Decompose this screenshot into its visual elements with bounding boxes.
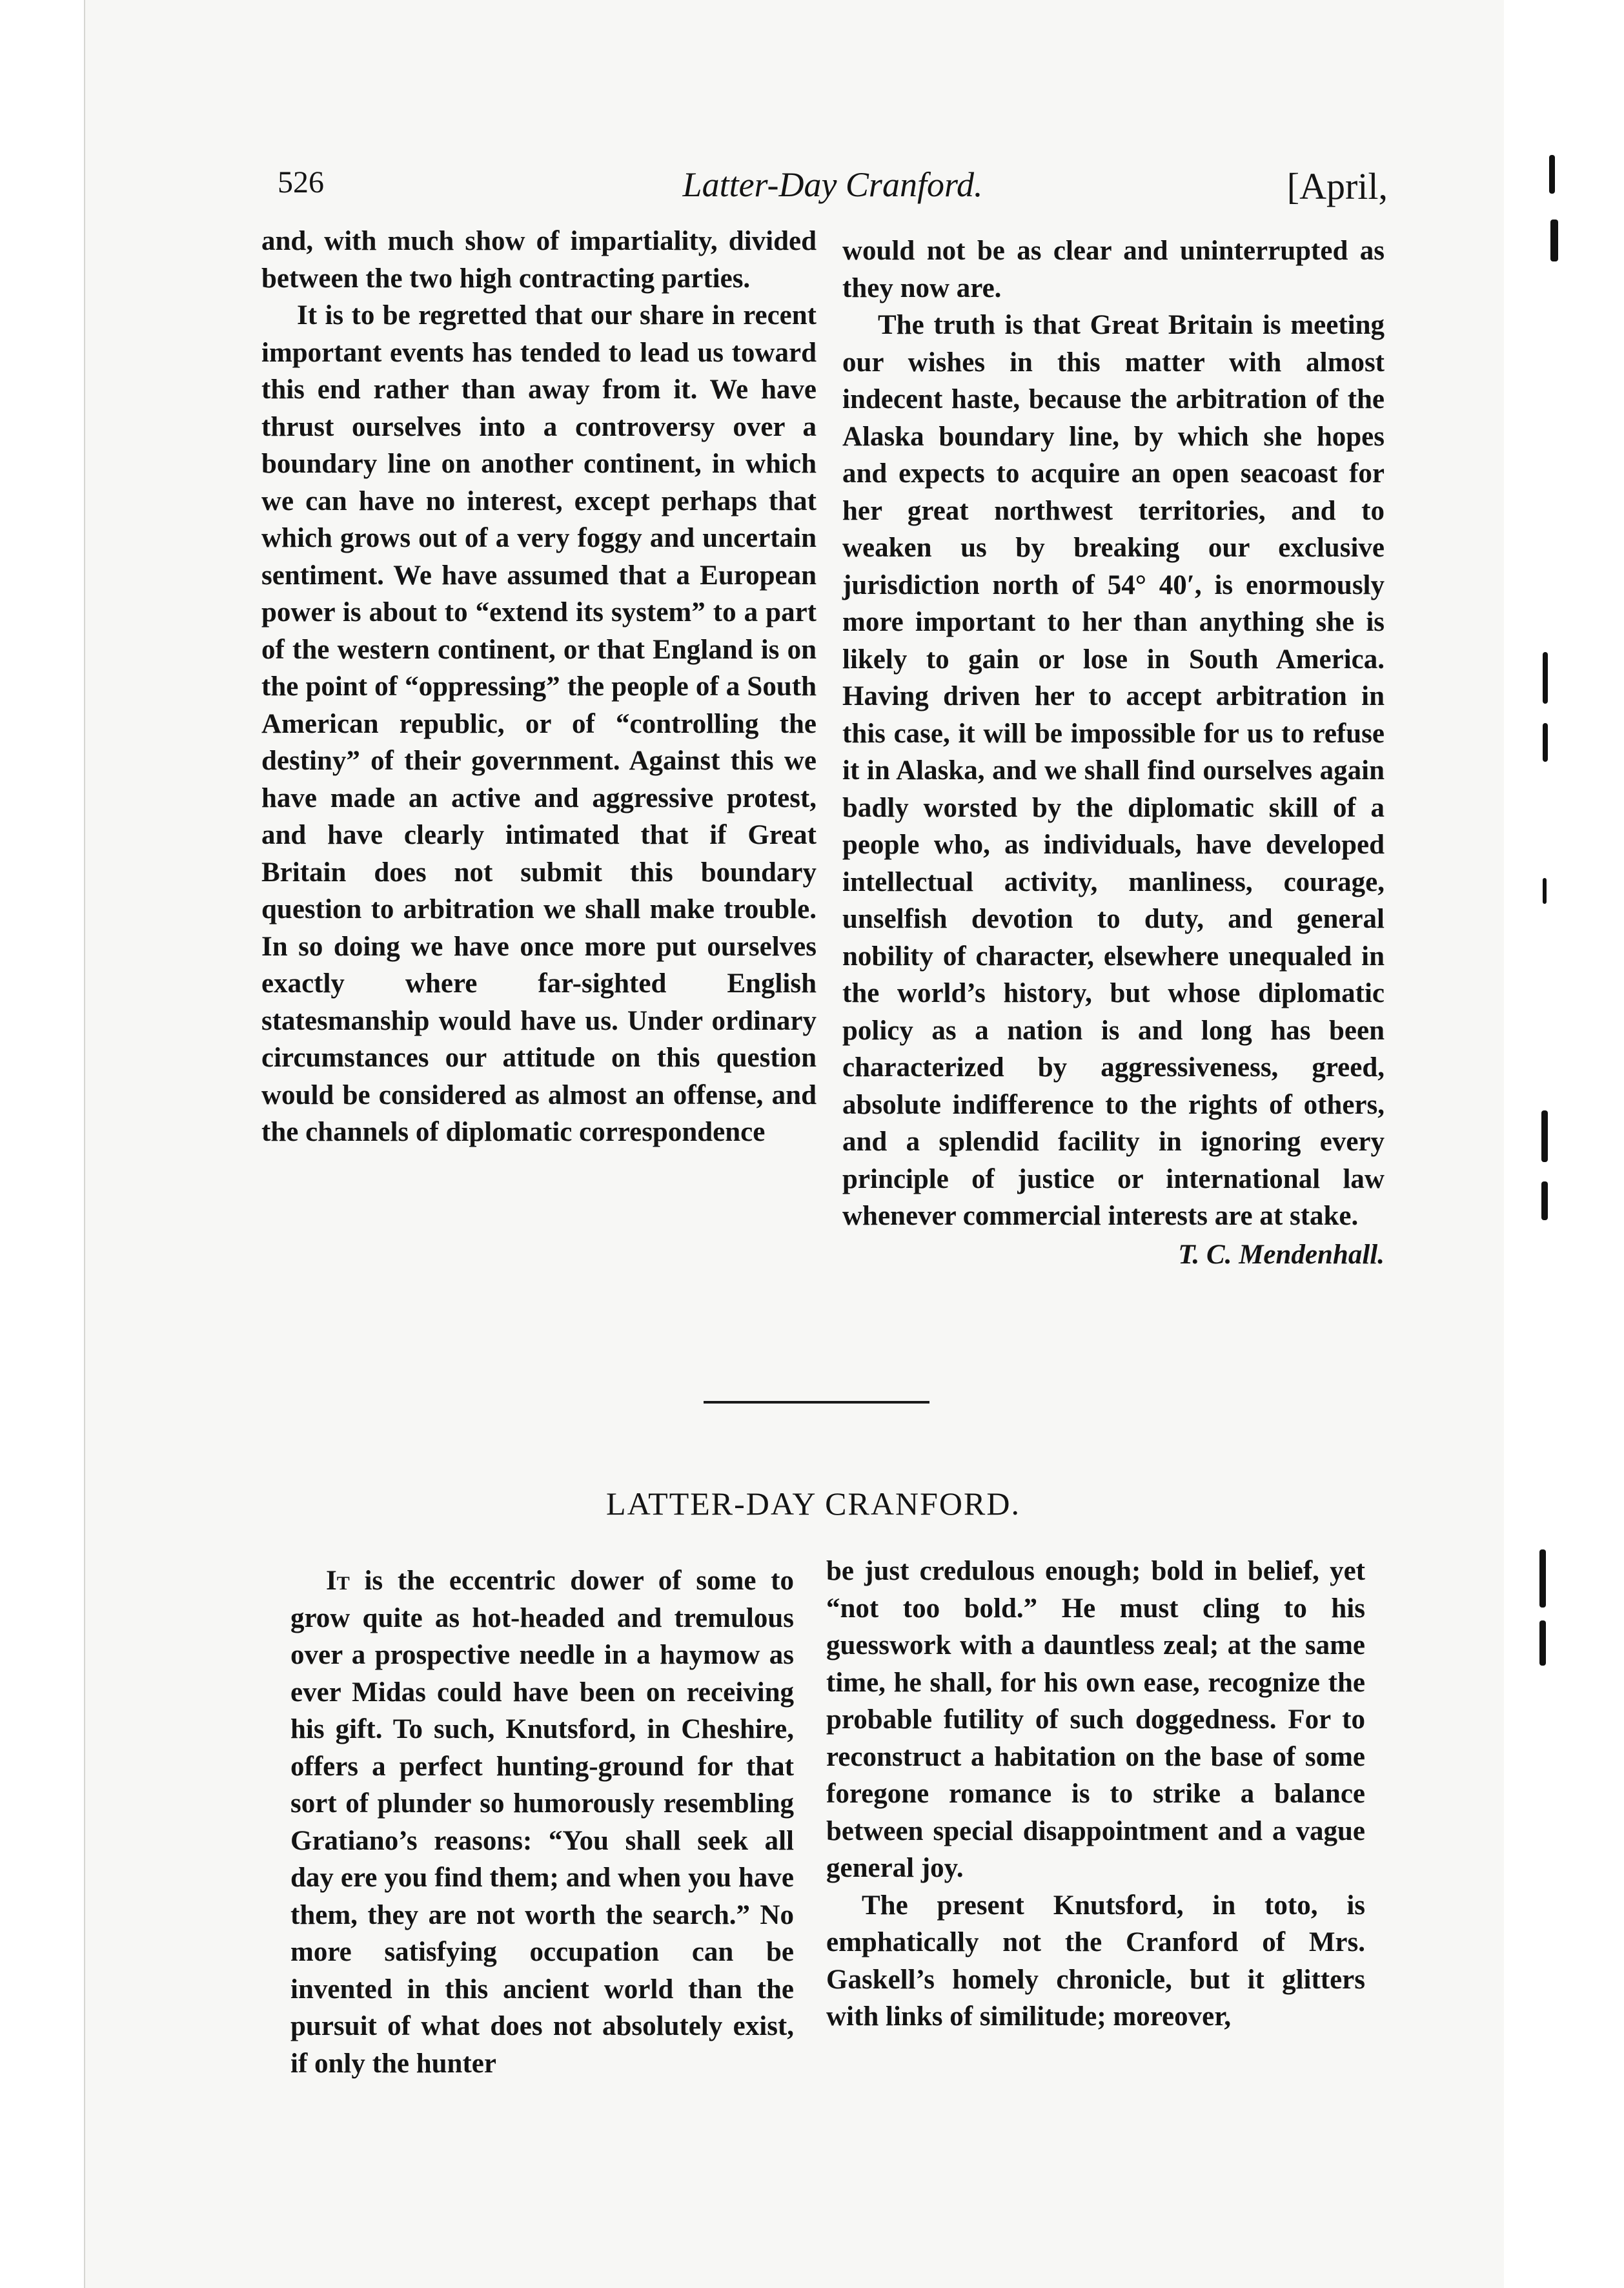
paragraph: It is to be regretted that our share in recent important events has tended to lead us toward this end rather than away from it. We have thrust ourselves into a controversy over a boundary line on another continent, in which we can have no interest, except perhaps that which grows out of a very foggy and uncertain sentiment. We have assumed that a European power is about to “extend its system” to a part of the western continent, or that England is on the point of “oppressing” the people of a South American republic, or of “controlling the destiny” of their government. Against this we have made an active and aggressive protest, and have clearly intimated that if Great Britain does not submit this boundary question to arbitration we shall make trouble. In so doing we have once more put ourselves exactly where far-sighted English statesmanship would have us. Under ordinary circumstances our attitude on this question would be considered as almost an offense, and the channels of diplomatic correspondence [261, 300, 817, 1147]
edge-mark [1550, 220, 1558, 261]
edge-mark [1543, 723, 1548, 762]
paragraph [290, 1562, 794, 2082]
edge-mark [1543, 878, 1547, 904]
paragraph: be just credulous enough; bold in belief, yet “not too bold.” He must cling to his guesswork with a dauntless zeal; at the same time, he shall, for his own ease, recognize the probable futility of such doggedness. For to reconstruct a habitation on the base of some foregone romance is to strike a balance between special disappointment and a vague general joy. [826, 1556, 1365, 1883]
paragraph: and, with much show of impartiality, divided between the two high contracting parties. [261, 226, 817, 294]
edge-mark [1543, 652, 1548, 704]
issue-month: [April, [1286, 165, 1388, 207]
paragraph: The truth is that Great Britain is meeting our wishes in this matter with almost indecent haste, because the arbitration of the Alaska boundary line, by which she hopes and expects to acquire an open seacoast for her great northwest territories, and to weaken us by breaking our exclusive jurisdiction north of 54° 40′, is enormously more important to her than anything she is likely to gain or lose in South America. Having driven her to accept arbitration in this case, it will be impossible for us to refuse it in Alaska, and we shall find ourselves again badly worsted by the diplomatic skill of a people who, as individuals, have developed intellectual activity, manliness, courage, unselfish devotion to duty, and general nobility of character, elsewhere unequaled in the world’s history, but whose diplomatic policy as a nation is and long has been characterized by aggressiveness, greed, absolute indifference to the rights of others, and a splendid facility in ignoring every principle of justice or international law whenever commercial interests are at stake. [842, 310, 1385, 1231]
page-edge-margin [1504, 0, 1624, 2288]
paragraph: would not be as clear and uninterrupted as they now are. [842, 236, 1385, 303]
page-number: 526 [278, 165, 324, 199]
edge-mark [1539, 1620, 1546, 1666]
previous-article-left-column [261, 223, 817, 1151]
article-title: LATTER-DAY CRANFORD. [606, 1486, 1020, 1522]
paragraph-body: is the eccentric dower of some to grow quite as hot-headed and tremulous over a prospective needle in a haymow as ever Midas could have been on receiving his gift. To such, Knutsford, in Cheshire, offers a perfect hunting-ground for that sort of plunder so humorously resembling Gratiano’s reasons: “You shall seek all day ere you find them; and when you have them, they are not worth the search.” No more satisfying occupation can be invented in this ancient world than the pursuit of what does not absolutely exist, if only the hunter [290, 1566, 794, 2079]
running-title: Latter-Day Cranford. [682, 165, 983, 204]
running-head [278, 165, 1388, 210]
article-left-column [290, 1562, 794, 2082]
edge-mark [1549, 155, 1555, 194]
drop-initial: It [326, 1566, 350, 1596]
paragraph: The present Knutsford, in toto, is emphatically not the Cranford of Mrs. Gaskell’s homely chronicle, but it glitters with links of similitude; moreover, [826, 1890, 1365, 2032]
article-right-column [826, 1553, 1365, 2036]
edge-mark [1541, 1110, 1548, 1162]
author-signature: T. C. Mendenhall. [1178, 1239, 1385, 1270]
edge-mark [1541, 1181, 1548, 1220]
previous-article-right-column [842, 232, 1385, 1273]
section-divider [704, 1401, 929, 1404]
edge-mark [1539, 1549, 1546, 1608]
